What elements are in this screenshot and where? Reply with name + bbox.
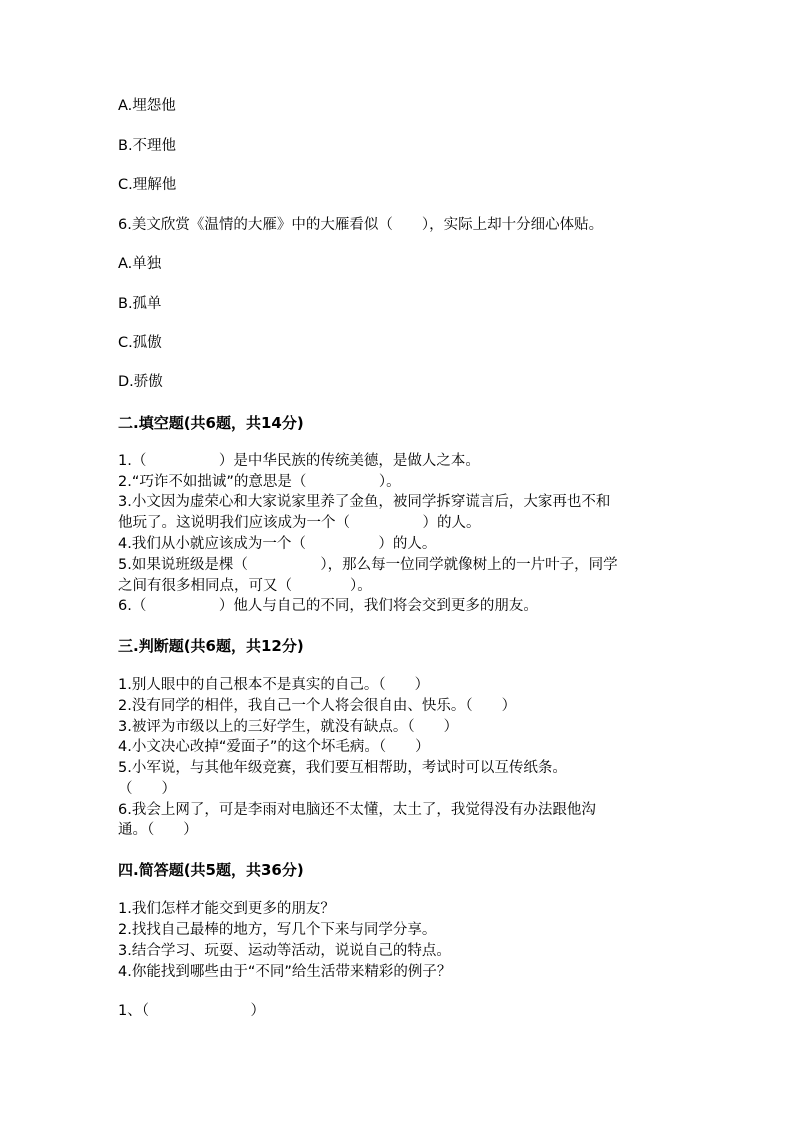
section2-line: 之间有很多相同点，可又（ ）。 <box>118 578 372 594</box>
section4-line: 2.找找自己最棒的地方，写几个下来与同学分享。 <box>118 922 437 938</box>
section2-line: 4.我们从小就应该成为一个（ ）的人。 <box>118 536 437 552</box>
answer-line: 1、（ ） <box>118 1003 265 1019</box>
section3-line: 3.被评为市级以上的三好学生，就没有缺点。（ ） <box>118 719 459 735</box>
q5-option-c: C.理解他 <box>118 177 177 193</box>
section4-line: 1.我们怎样才能交到更多的朋友？ <box>118 901 335 917</box>
section2-line: 他玩了。这说明我们应该成为一个（ ）的人。 <box>118 515 481 531</box>
section2-line: 3.小文因为虚荣心和大家说家里养了金鱼，被同学拆穿谎言后，大家再也不和 <box>118 494 611 510</box>
q6-option-a: A.单独 <box>118 256 162 272</box>
q5-option-b: B.不理他 <box>118 138 177 154</box>
section3-line: 通。（ ） <box>118 822 198 838</box>
section4-title: 四.简答题(共5题，共36分) <box>118 861 304 879</box>
section2-line: 2.“巧诈不如拙诚”的意思是（ ）。 <box>118 474 401 490</box>
q6-option-d: D.骄傲 <box>118 374 163 390</box>
q6-option-b: B.孤单 <box>118 296 162 312</box>
section3-line: 1.别人眼中的自己根本不是真实的自己。（ ） <box>118 677 430 693</box>
section3-line: 5.小军说，与其他年级竞赛，我们要互相帮助，考试时可以互传纸条。 <box>118 760 567 776</box>
section2-line: 6.（ ）他人与自己的不同，我们将会交到更多的朋友。 <box>118 598 538 614</box>
section3-line: 4.小文决心改掉“爱面子”的这个坏毛病。（ ） <box>118 739 430 755</box>
q6-stem: 6.美文欣赏《温情的大雁》中的大雁看似（ ），实际上却十分细心体贴。 <box>118 217 604 233</box>
q5-option-a: A.埋怨他 <box>118 98 176 114</box>
section3-title: 三.判断题(共6题，共12分) <box>118 637 304 655</box>
section4-line: 4.你能找到哪些由于“不同”给生活带来精彩的例子？ <box>118 964 452 980</box>
section3-line: 2.没有同学的相伴，我自己一个人将会很自由、快乐。（ ） <box>118 698 517 714</box>
q6-option-c: C.孤傲 <box>118 335 162 351</box>
section2-line: 5.如果说班级是棵（ ），那么每一位同学就像树上的一片叶子，同学 <box>118 557 618 573</box>
section4-line: 3.结合学习、玩耍、运动等活动，说说自己的特点。 <box>118 943 451 959</box>
section3-line: （ ） <box>118 781 176 797</box>
section2-title: 二.填空题(共6题，共14分) <box>118 414 304 432</box>
section3-line: 6.我会上网了，可是李雨对电脑还不太懂，太土了，我觉得没有办法跟他沟 <box>118 802 596 818</box>
section2-line: 1.（ ）是中华民族的传统美德，是做人之本。 <box>118 453 480 469</box>
